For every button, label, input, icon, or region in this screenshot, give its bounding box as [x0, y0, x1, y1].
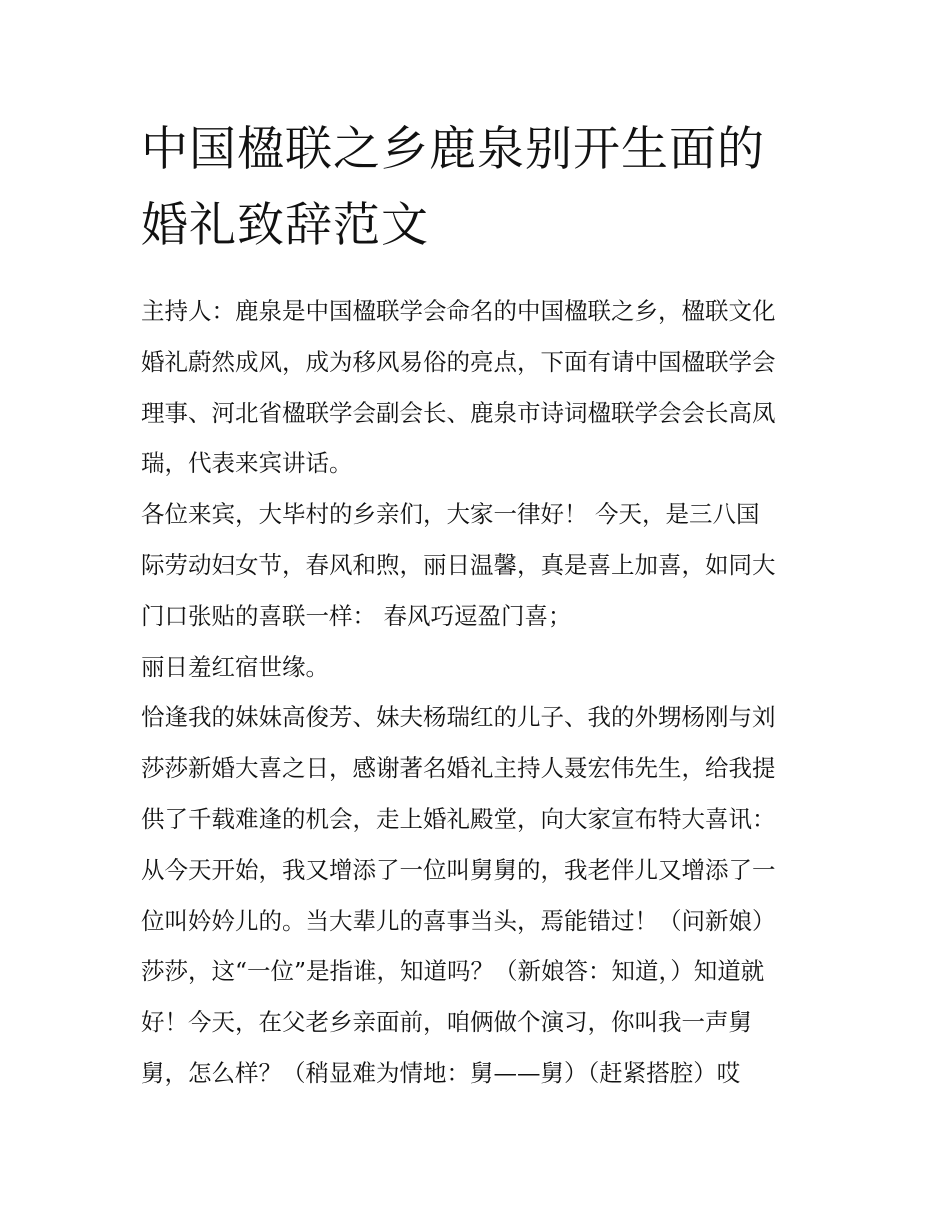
text-line: 际劳动妇女节，春风和煦，丽日温馨，真是喜上加喜，如同大: [141, 550, 776, 579]
paragraph-couplet: [141, 642, 821, 693]
text-line: 好！今天，在父老乡亲面前，咱俩做个演习，你叫我一声舅: [141, 1008, 752, 1037]
paragraph-greeting: [141, 489, 821, 641]
text-line: 莎莎新婚大喜之日，感谢著名婚礼主持人聂宏伟先生，给我提: [141, 754, 776, 783]
text-line: 舅，怎么样？（稍显难为情地：舅——舅）（赶紧搭腔）哎: [141, 1058, 741, 1087]
text-line: 位叫妗妗儿的。当大辈儿的喜事当头，焉能错过！（问新娘）: [141, 906, 776, 935]
text-line: 理事、河北省楹联学会副会长、鹿泉市诗词楹联学会会长高凤: [141, 398, 776, 427]
paragraph-speech: [141, 692, 821, 1098]
text-line: 婚礼蔚然成风，成为移风易俗的亮点，下面有请中国楹联学会: [141, 347, 776, 376]
text-line: 各位来宾，大毕村的乡亲们，大家一律好！ 今天，是三八国: [141, 500, 760, 529]
text-line: 丽日羞红宿世缘。: [141, 652, 329, 681]
text-line: 供了千载难逢的机会，走上婚礼殿堂，向大家宣布特大喜讯：: [141, 804, 776, 833]
title-line-1: 中国楹联之乡鹿泉别开生面的: [141, 122, 765, 177]
text-line: 恰逢我的妹妹高俊芳、妹夫杨瑞红的儿子、我的外甥杨刚与刘: [141, 703, 776, 732]
title-line-2: 婚礼致辞范文: [141, 198, 429, 253]
document-title: [141, 112, 821, 264]
text-line: 门口张贴的喜联一样： 春风巧逗盈门喜；: [141, 601, 572, 630]
document-body: [141, 286, 821, 1099]
document-page: [141, 112, 821, 1099]
text-line: 瑞，代表来宾讲话。: [141, 449, 353, 478]
text-line: 莎莎，这“一位”是指谁，知道吗？（新娘答：知道，）知道就: [141, 957, 765, 986]
text-line: 从今天开始，我又增添了一位叫舅舅的，我老伴儿又增添了一: [141, 855, 776, 884]
paragraph-host-intro: [141, 286, 821, 489]
text-line: 主持人：鹿泉是中国楹联学会命名的中国楹联之乡，楹联文化: [141, 297, 776, 325]
